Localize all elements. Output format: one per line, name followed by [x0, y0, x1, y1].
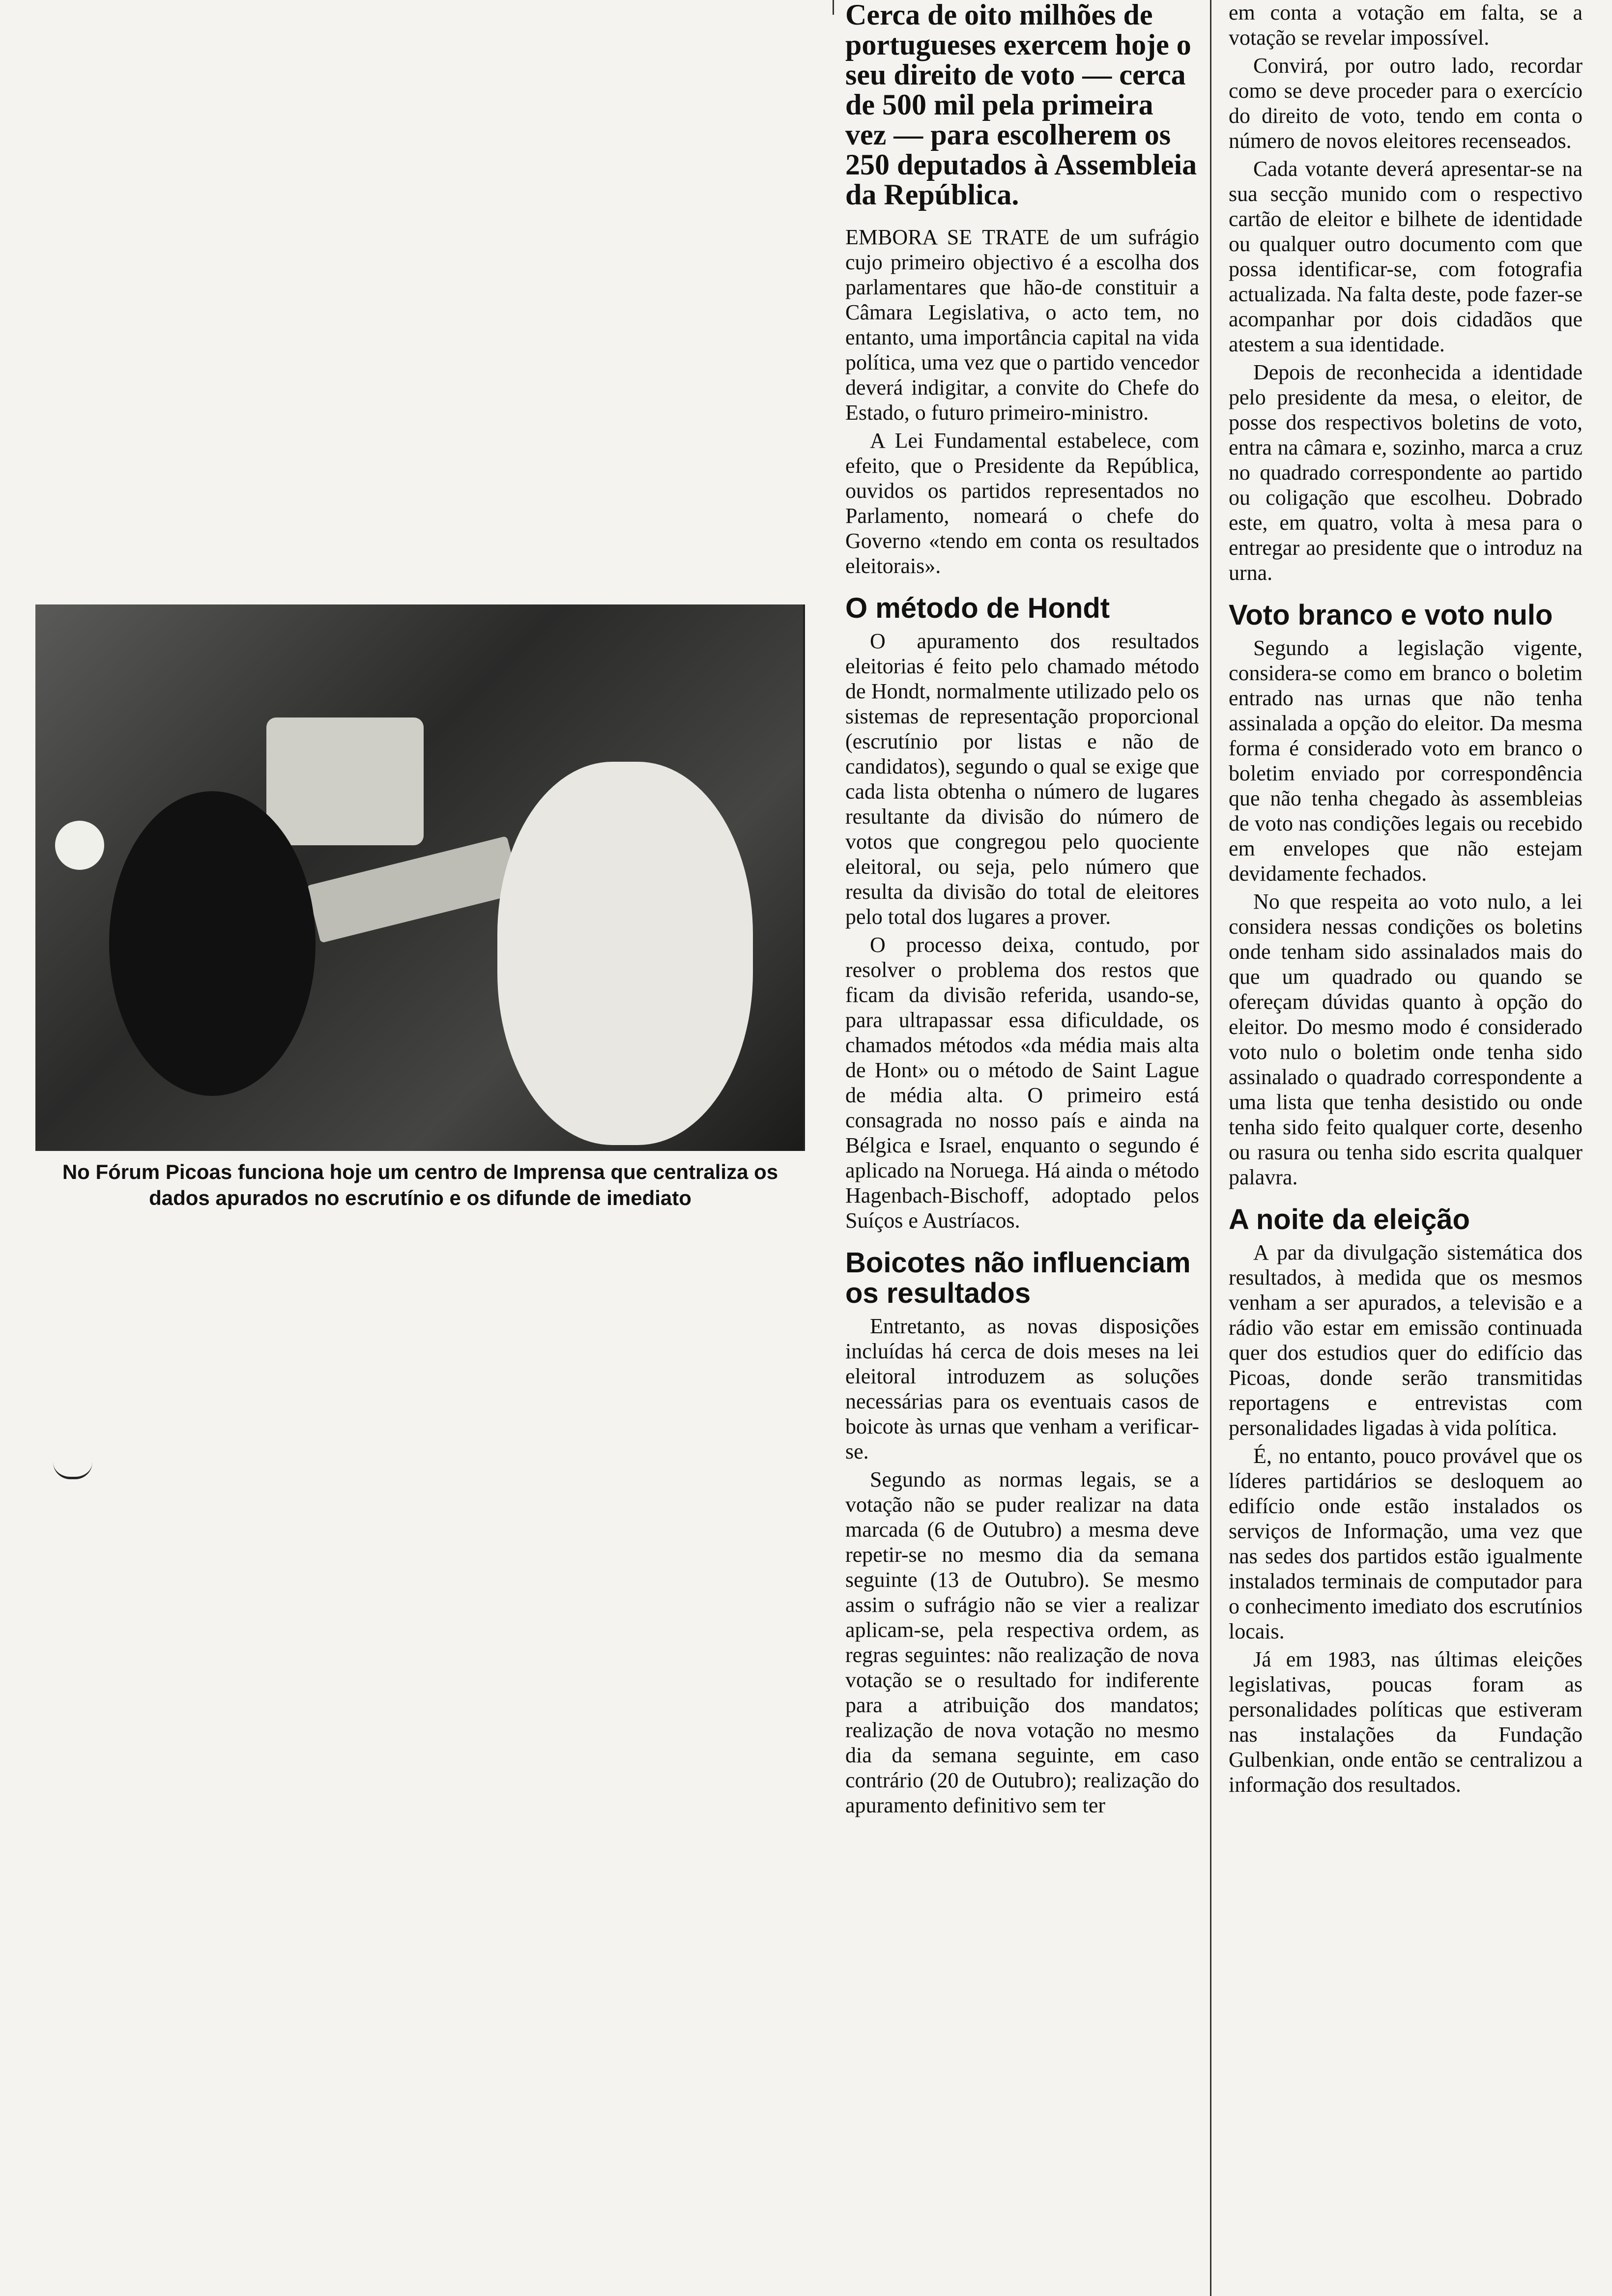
paragraph: A Lei Fundamental estabelece, com efeito, que o Presidente da República, ouvidos os partidos representados no Parlamento, nomeará o chefe do Governo «tendo em conta os resultados eleitorais». [845, 429, 1199, 578]
paragraph: Segundo as normas legais, se a votação não se puder realizar na data marcada (6 de Outubro) a mesma deve repetir-se no mesmo dia da semana seguinte (13 de Outubro). Se mesmo assim o sufrágio não se vier a realizar aplicam-se, pela respectiva ordem, as regras seguintes: não realização de nova votação se o resultado for indiferente para a atribuição dos mandatos; realização de nova votação no mesmo dia da semana seguinte, em caso contrário (20 de Outubro); realização do apuramento definitivo sem ter [845, 1467, 1199, 1817]
section-heading: A noite da eleição [1229, 1204, 1470, 1235]
photo-keyboard [307, 836, 521, 943]
paragraph: O apuramento dos resultados eleitorias é feito pelo chamado método de Hondt, normalmente utilizado pelo os sistemas de representação proporcional (escrutínio por listas e não de candidatos), segundo o qual se exige que cada lista obtenha o número de lugares resultante da divisão do número de votos que congregou pelo quociente eleitoral, ou seja, pelo número que resulta da divisão do total de eleitores pelo total dos lugares a prover. [845, 629, 1199, 929]
paragraph: Entretanto, as novas disposições incluídas há cerca de dois meses na lei eleitoral introduzem as soluções necessárias para os eventuais casos de boicote às urnas que venham a verificar-se. [845, 1314, 1199, 1464]
column-divider [1210, 0, 1211, 2296]
paragraph: Segundo a legislação vigente, considera-se como em branco o boletim entrado nas urnas que não tenha assinalada a opção do eleitor. Da mesma forma é considerado voto em branco o boletim enviado por correspondência que não tenha chegado às assembleias de voto nas condições legais ou recebido em envelopes que não estejam devidamente fechados. [1229, 636, 1583, 886]
paragraph: EMBORA SE TRATE de um sufrágio cujo primeiro objectivo é a escolha dos parlamentares que hão-de constituir a Câmara Legislativa, o acto tem, no entanto, uma importância capital na vida política, uma vez que o partido vencedor deverá indigitar, a convite do Chefe do Estado, o futuro primeiro-ministro. [845, 225, 1199, 425]
photo-light-spot [55, 821, 104, 870]
newspaper-photo [35, 604, 805, 1151]
paragraph: No que respeita ao voto nulo, a lei considera nessas condições os boletins onde tenham sido assinalados mais do que um quadrado ou quando se ofereçam dúvidas quanto à opção do eleitor. Do mesmo modo é considerado voto nulo o boletim onde tenha sido assinalado o quadrado correspondente a uma lista que tenha desistido ou onde tenha sido feito qualquer corte, desenho ou rasura ou tenha sido escrita qualquer palavra. [1229, 890, 1583, 1189]
photo-person-left [109, 791, 316, 1096]
section-heading: Boicotes não influenciam os resultados [845, 1247, 1191, 1309]
article-column-3 [1229, 0, 1583, 1800]
paragraph: Depois de reconhecida a identidade pelo presidente da mesa, o eleitor, de posse dos respectivos boletins de voto, entra na câmara e, sozinho, marca a cruz no quadrado correspondente ao partido ou coligação que escolheu. Dobrado este, em quatro, volta à mesa para o entregar ao presidente que o introduz na urna. [1229, 360, 1583, 585]
paragraph: Cada votante deverá apresentar-se na sua secção munido com o respectivo cartão de eleitor e bilhete de identidade ou qualquer outro documento com que possa identificar-se, com fotografia actualizada. Na falta deste, pode fazer-se acompanhar por dois cidadãos que atestem a sua identidade. [1229, 157, 1583, 356]
column-divider-2 [833, 0, 834, 15]
paragraph: em conta a votação em falta, se a votação se revelar impossível. [1229, 0, 1583, 50]
photo-person-right [497, 762, 753, 1145]
section-heading: O método de Hondt [845, 592, 1110, 624]
paragraph: É, no entanto, pouco provável que os líderes partidários se desloquem ao edifício onde estão instalados os serviços de Informação, uma vez que nas sedes dos partidos estão igualmente instalados terminais de computador para o conhecimento imediato dos escrutínios locais. [1229, 1444, 1583, 1643]
section-heading: Voto branco e voto nulo [1229, 599, 1553, 631]
article-lead: Cerca de oito milhões de portugueses exercem hoje o seu direito de voto — cerca de 500 mil pela primeira vez — para escolherem os 250 deputados à Assembleia da República. [845, 0, 1197, 211]
paragraph: Convirá, por outro lado, recordar como se deve proceder para o exercício do direito de voto, tendo em conta o número de novos eleitores recenseados. [1229, 54, 1583, 153]
ink-mark [53, 1462, 92, 1479]
article-column-2 [845, 0, 1199, 1821]
paragraph: A par da divulgação sistemática dos resultados, à medida que os mesmos venham a ser apurados, a televisão e a rádio vão estar em emissão continuada quer dos estudios quer do edifício das Picoas, donde serão transmitidas reportagens e entrevistas com personalidades ligadas à vida política. [1229, 1240, 1583, 1440]
photo-caption: No Fórum Picoas funciona hoje um centro de Imprensa que centraliza os dados apurados no escrutínio e os difunde de imediato [62, 1160, 778, 1209]
paragraph: O processo deixa, contudo, por resolver o problema dos restos que ficam da divisão referida, usando-se, para ultrapassar essa dificuldade, os chamados métodos «da média mais alta de Hont» ou o método de Saint Lague de média alta. O primeiro está consagrada no nosso país e ainda na Bélgica e Israel, enquanto o segundo é aplicado na Noruega. Há ainda o método Hagenbach-Bischoff, adoptado pelos Suíços e Austríacos. [845, 933, 1199, 1233]
photo-monitor [266, 718, 424, 845]
paragraph: Já em 1983, nas últimas eleições legislativas, poucas foram as personalidades políticas que estiveram nas instalações da Fundação Gulbenkian, onde então se centralizou a informação dos resultados. [1229, 1647, 1583, 1797]
